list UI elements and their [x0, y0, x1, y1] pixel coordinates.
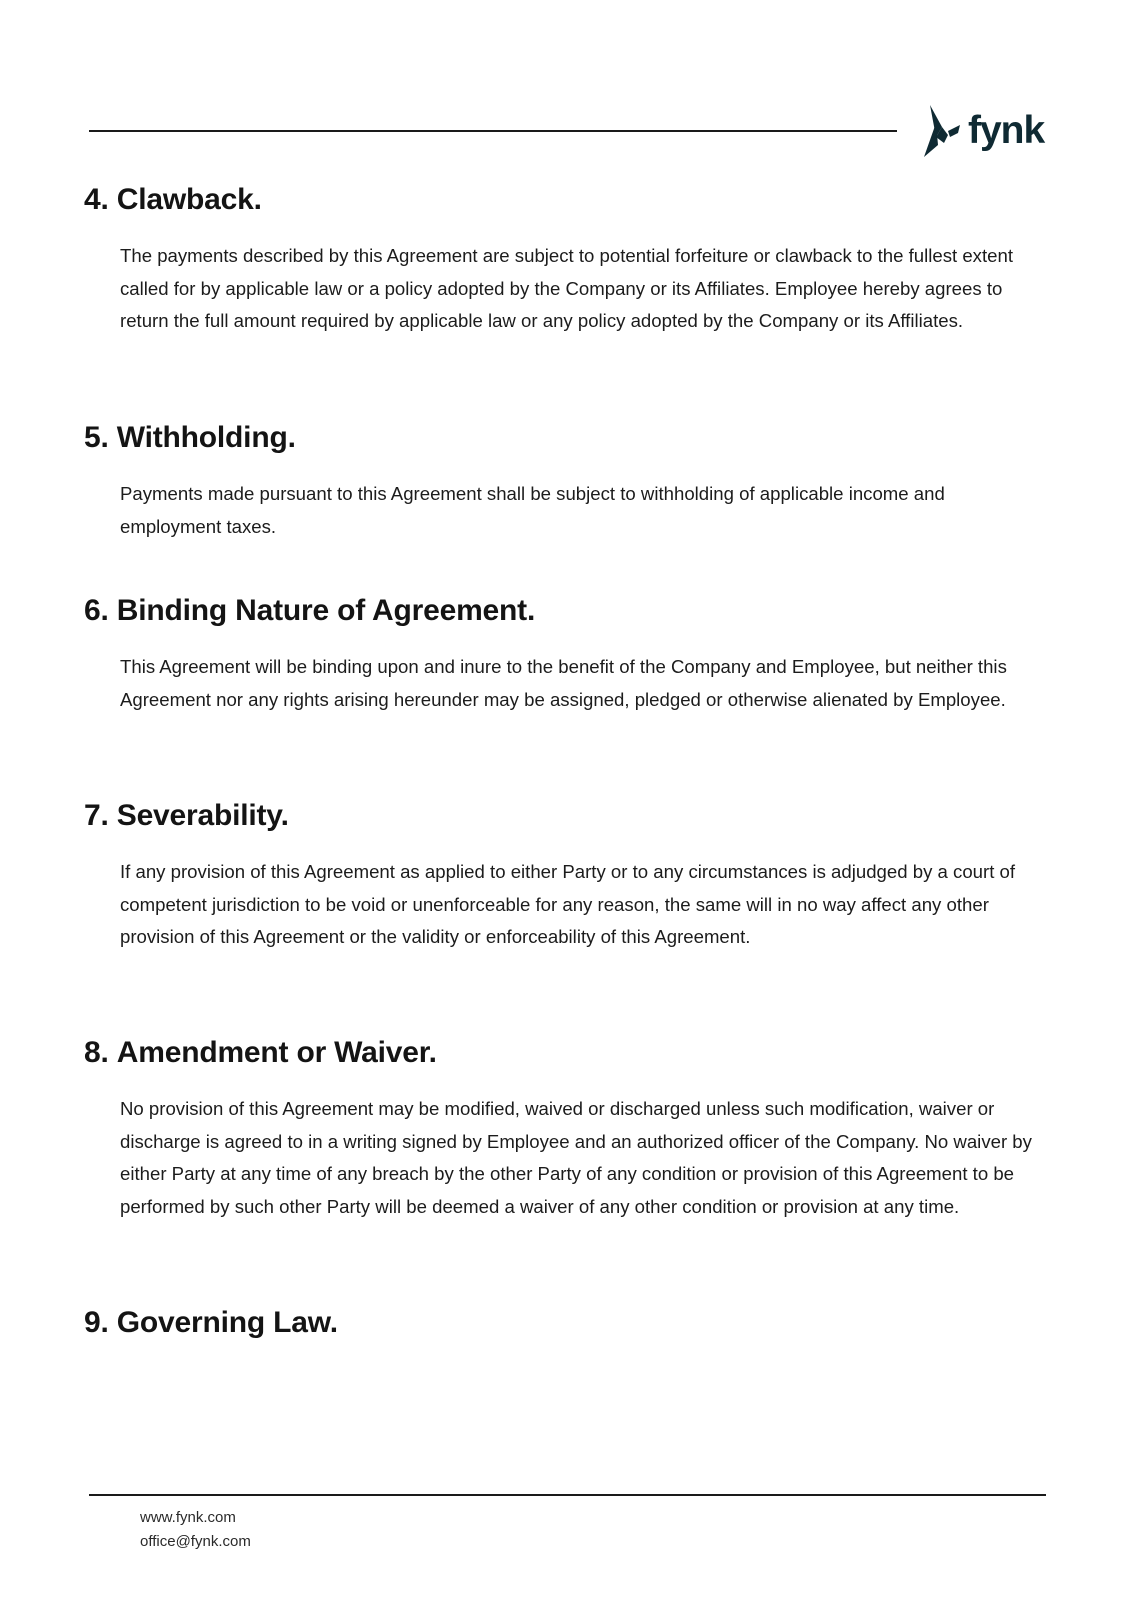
section-body: If any provision of this Agreement as applied to either Party or to any circumstances is adjudged by a court of competent jurisdiction to be void or unenforceable for any reason, the same will in no way affect any other provision of this Agreement or the validity or enforceability of this Agreement.	[120, 861, 1016, 947]
section-heading	[84, 796, 1054, 836]
section-binding-nature	[84, 591, 1054, 716]
footer	[140, 1506, 251, 1554]
section-heading	[84, 418, 1054, 458]
section-body: No provision of this Agreement may be modified, waived or discharged unless such modification, waiver or discharge is agreed to in a writing signed by Employee and an authorized officer of the Company. No waiver by either Party at any time of any breach by the other Party of any condition or provision of this Agreement to be performed by such other Party will be deemed a waiver of any other condition or provision at any time.	[120, 1098, 1032, 1217]
section-body: Payments made pursuant to this Agreement shall be subject to withholding of applicable income and employment taxes.	[120, 483, 945, 537]
section-heading	[84, 1033, 1054, 1073]
section-number: 6.	[84, 594, 109, 627]
fynk-logo	[922, 104, 1044, 160]
bird-icon	[922, 105, 962, 159]
footer-website-link[interactable]: www.fynk.com	[140, 1509, 236, 1526]
section-clawback	[84, 180, 1054, 338]
section-number: 8.	[84, 1036, 109, 1069]
section-title: Amendment or Waiver.	[116, 1036, 437, 1069]
section-body: This Agreement will be binding upon and inure to the benefit of the Company and Employee, but neither this Agreement nor any rights arising hereunder may be assigned, pledged or otherwise alienated by Employee.	[120, 656, 1007, 710]
section-title: Withholding.	[116, 421, 296, 454]
section-title: Severability.	[116, 799, 289, 832]
section-number: 7.	[84, 799, 109, 832]
section-amendment-waiver	[84, 1033, 1054, 1223]
section-heading	[84, 180, 1054, 220]
footer-divider	[89, 1494, 1046, 1496]
section-title: Binding Nature of Agreement.	[116, 594, 536, 627]
section-governing-law	[84, 1303, 1054, 1343]
section-severability	[84, 796, 1054, 954]
section-number: 4.	[84, 183, 109, 216]
section-title: Clawback.	[116, 183, 262, 216]
section-body: The payments described by this Agreement are subject to potential forfeiture or clawback to the fullest extent called for by applicable law or a policy adopted by the Company or its Affiliates. Employee hereby agrees to return the full amount required by applicable law or any policy adopted by the Company or its Affiliates.	[120, 245, 1013, 331]
section-heading	[84, 1303, 1054, 1343]
section-number: 5.	[84, 421, 109, 454]
section-number: 9.	[84, 1306, 109, 1339]
section-withholding	[84, 418, 1054, 543]
section-title: Governing Law.	[116, 1306, 338, 1339]
header-divider	[89, 130, 897, 132]
section-heading	[84, 591, 1054, 631]
logo-text: fynk	[968, 108, 1045, 152]
footer-email-link[interactable]: office@fynk.com	[140, 1533, 251, 1550]
